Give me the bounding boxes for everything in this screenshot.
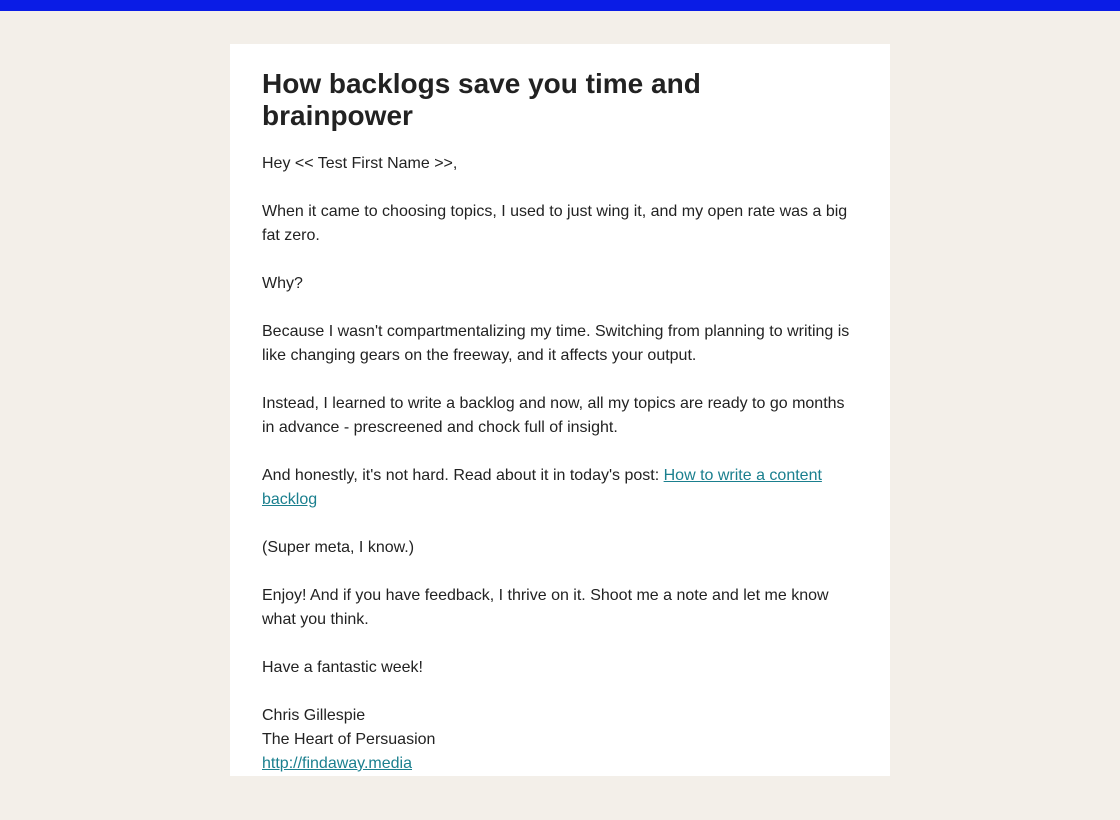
- paragraph-feedback: Enjoy! And if you have feedback, I thrive on it. Shoot me a note and let me know what you think.: [262, 587, 829, 628]
- email-body: [262, 152, 858, 776]
- paragraph-because: Because I wasn't compartmentalizing my time. Switching from planning to writing is like changing gears on the freeway, and it affects your output.: [262, 323, 850, 364]
- email-card: [230, 44, 890, 776]
- signature-url-link[interactable]: http://findaway.media: [262, 755, 413, 772]
- signature-company: The Heart of Persuasion: [262, 731, 436, 748]
- paragraph-closing: Have a fantastic week!: [262, 659, 423, 676]
- top-accent-bar: [0, 0, 1120, 11]
- paragraph-intro: When it came to choosing topics, I used to just wing it, and my open rate was a big fat zero.: [262, 203, 848, 244]
- paragraph-instead: Instead, I learned to write a backlog and now, all my topics are ready to go months in advance - prescreened and chock full of insight.: [262, 395, 845, 436]
- signature: [262, 704, 858, 776]
- read-post-text: And honestly, it's not hard. Read about it in today's post:: [262, 467, 664, 484]
- signature-name: Chris Gillespie: [262, 707, 366, 724]
- greeting: Hey << Test First Name >>,: [262, 155, 458, 172]
- paragraph-read-post: [262, 464, 858, 512]
- paragraph-why: Why?: [262, 275, 303, 292]
- content-backlog-link[interactable]: How to write a content backlog: [262, 467, 822, 508]
- paragraph-meta: (Super meta, I know.): [262, 539, 415, 556]
- email-title: How backlogs save you time and brainpower: [262, 68, 701, 131]
